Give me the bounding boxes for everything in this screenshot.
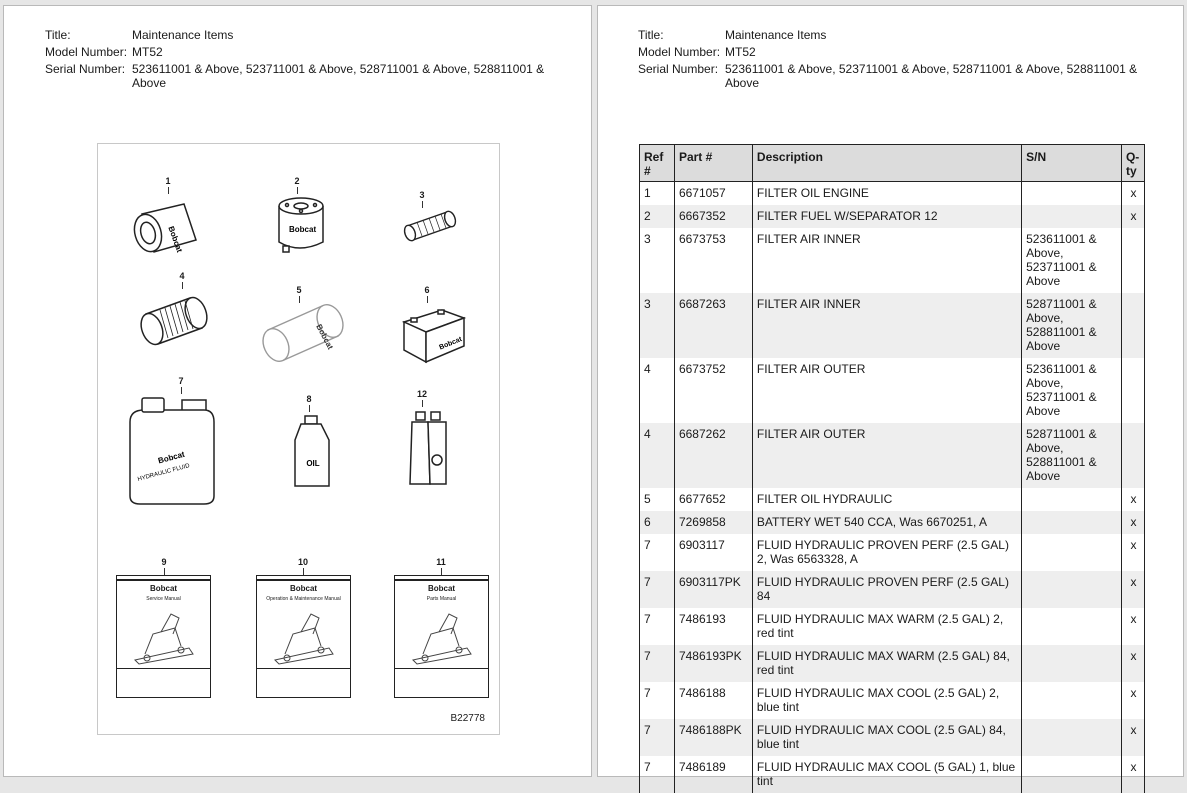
col-sn: S/N [1022, 145, 1122, 182]
air-filter-outer-icon [136, 292, 210, 350]
cell-part-number: 7486189 [674, 756, 752, 793]
title-label: Title: [638, 28, 725, 42]
cell-description: FLUID HYDRAULIC MAX WARM (2.5 GAL) 2, red tint [752, 608, 1021, 645]
cell-ref: 3 [640, 228, 675, 293]
air-filter-inner-icon [401, 204, 461, 244]
cell-description: FILTER OIL HYDRAULIC [752, 488, 1021, 511]
cell-qty: x [1121, 682, 1144, 719]
callout-3: 3 [412, 190, 432, 200]
oil-filter-icon [132, 196, 212, 258]
header-meta [638, 28, 1138, 93]
table-row [640, 488, 1145, 511]
cell-description: FLUID HYDRAULIC MAX COOL (2.5 GAL) 2, blue tint [752, 682, 1021, 719]
cell-part-number: 6667352 [674, 205, 752, 228]
callout-4: 4 [172, 271, 192, 281]
svg-text:Bobcat: Bobcat [289, 225, 316, 234]
cell-ref: 7 [640, 645, 675, 682]
table-row [640, 756, 1145, 793]
cell-sn [1022, 182, 1122, 206]
cell-qty: x [1121, 645, 1144, 682]
title-value: Maintenance Items [132, 28, 545, 42]
cell-qty: x [1121, 488, 1144, 511]
cell-ref: 2 [640, 205, 675, 228]
table-row [640, 205, 1145, 228]
table-row [640, 423, 1145, 488]
table-row [640, 534, 1145, 571]
parts-table-body [640, 182, 1145, 793]
callout-8: 8 [299, 394, 319, 404]
cell-description: FILTER AIR OUTER [752, 423, 1021, 488]
oil-bottles-icon [406, 410, 450, 488]
cell-sn [1022, 719, 1122, 756]
cell-part-number: 7486188 [674, 682, 752, 719]
cell-ref: 4 [640, 358, 675, 423]
table-row [640, 608, 1145, 645]
model-label: Model Number: [45, 45, 132, 59]
cell-sn [1022, 488, 1122, 511]
callout-6: 6 [417, 285, 437, 295]
callout-5: 5 [289, 285, 309, 295]
cell-part-number: 6903117PK [674, 571, 752, 608]
cell-qty: x [1121, 534, 1144, 571]
table-row [640, 358, 1145, 423]
cell-qty [1121, 358, 1144, 423]
cell-sn: 523611001 & Above, 523711001 & Above [1022, 228, 1122, 293]
cell-qty: x [1121, 205, 1144, 228]
cell-description: FLUID HYDRAULIC MAX WARM (2.5 GAL) 84, red tint [752, 645, 1021, 682]
cell-part-number: 6687263 [674, 293, 752, 358]
cell-description: FILTER FUEL W/SEPARATOR 12 [752, 205, 1021, 228]
cell-part-number: 6671057 [674, 182, 752, 206]
cell-ref: 7 [640, 608, 675, 645]
cell-ref: 7 [640, 571, 675, 608]
cell-ref: 5 [640, 488, 675, 511]
cell-part-number: 6687262 [674, 423, 752, 488]
service-manual-icon: Bobcat Service Manual [116, 575, 211, 698]
cell-sn [1022, 608, 1122, 645]
callout-12: 12 [412, 389, 432, 399]
parts-manual-icon: Bobcat Parts Manual [394, 575, 489, 698]
table-row [640, 293, 1145, 358]
callout-2: 2 [287, 176, 307, 186]
battery-icon [398, 304, 470, 368]
page-right [597, 5, 1184, 777]
callout-11: 11 [431, 557, 451, 567]
cell-sn [1022, 756, 1122, 793]
cell-description: FILTER AIR INNER [752, 228, 1021, 293]
cell-qty: x [1121, 608, 1144, 645]
cell-part-number: 7486188PK [674, 719, 752, 756]
fuel-filter-icon [273, 196, 329, 258]
svg-text:Bobcat: Bobcat [438, 336, 463, 352]
table-row [640, 511, 1145, 534]
cell-qty: x [1121, 511, 1144, 534]
cell-qty [1121, 423, 1144, 488]
hydraulic-filter-icon [260, 300, 346, 368]
cell-description: FLUID HYDRAULIC PROVEN PERF (2.5 GAL) 84 [752, 571, 1021, 608]
callout-7: 7 [171, 376, 191, 386]
parts-table [639, 144, 1145, 793]
serial-label: Serial Number: [45, 62, 132, 90]
cell-ref: 4 [640, 423, 675, 488]
cell-qty: x [1121, 756, 1144, 793]
cell-part-number: 7269858 [674, 511, 752, 534]
cell-sn [1022, 682, 1122, 719]
cell-sn [1022, 571, 1122, 608]
cell-ref: 3 [640, 293, 675, 358]
cell-sn [1022, 534, 1122, 571]
serial-label: Serial Number: [638, 62, 725, 90]
svg-text:Bobcat: Bobcat [166, 225, 184, 254]
col-qty: Q-ty [1121, 145, 1144, 182]
model-label: Model Number: [638, 45, 725, 59]
cell-sn: 528711001 & Above, 528811001 & Above [1022, 423, 1122, 488]
cell-part-number: 7486193PK [674, 645, 752, 682]
operation-maintenance-manual-icon: Bobcat Operation & Maintenance Manual [256, 575, 351, 698]
cell-ref: 7 [640, 756, 675, 793]
svg-text:Bobcat: Bobcat [157, 450, 186, 466]
table-row [640, 682, 1145, 719]
svg-text:HYDRAULIC FLUID: HYDRAULIC FLUID [137, 463, 191, 483]
cell-description: FILTER AIR OUTER [752, 358, 1021, 423]
cell-description: FILTER OIL ENGINE [752, 182, 1021, 206]
title-label: Title: [45, 28, 132, 42]
hydraulic-fluid-jug-icon [126, 396, 218, 508]
cell-qty: x [1121, 182, 1144, 206]
cell-sn [1022, 645, 1122, 682]
cell-part-number: 6673753 [674, 228, 752, 293]
cell-ref: 7 [640, 719, 675, 756]
serial-value: 523611001 & Above, 523711001 & Above, 528711001 & Above, 528811001 & Above [725, 62, 1138, 90]
table-row [640, 719, 1145, 756]
callout-9: 9 [154, 557, 174, 567]
col-ref: Ref # [640, 145, 675, 182]
svg-text:OIL: OIL [306, 459, 319, 468]
cell-ref: 7 [640, 682, 675, 719]
cell-sn: 528711001 & Above, 528811001 & Above [1022, 293, 1122, 358]
cell-description: BATTERY WET 540 CCA, Was 6670251, A [752, 511, 1021, 534]
cell-description: FLUID HYDRAULIC MAX COOL (2.5 GAL) 84, blue tint [752, 719, 1021, 756]
table-row [640, 645, 1145, 682]
cell-description: FILTER AIR INNER [752, 293, 1021, 358]
parts-illustration [97, 143, 500, 735]
serial-value: 523611001 & Above, 523711001 & Above, 528711001 & Above, 528811001 & Above [132, 62, 545, 90]
cell-part-number: 6677652 [674, 488, 752, 511]
figure-code: B22778 [451, 713, 485, 724]
cell-sn [1022, 511, 1122, 534]
col-description: Description [752, 145, 1021, 182]
model-value: MT52 [725, 45, 1138, 59]
header-meta [45, 28, 545, 93]
cell-qty: x [1121, 719, 1144, 756]
cell-part-number: 7486193 [674, 608, 752, 645]
cell-qty: x [1121, 571, 1144, 608]
cell-ref: 1 [640, 182, 675, 206]
model-value: MT52 [132, 45, 545, 59]
callout-1: 1 [158, 176, 178, 186]
cell-ref: 6 [640, 511, 675, 534]
cell-part-number: 6903117 [674, 534, 752, 571]
oil-bottle-icon [291, 414, 333, 492]
cell-ref: 7 [640, 534, 675, 571]
svg-text:Bobcat: Bobcat [314, 323, 335, 351]
cell-sn [1022, 205, 1122, 228]
table-row [640, 182, 1145, 206]
table-header-row [640, 145, 1145, 182]
page-left [3, 5, 592, 777]
col-part: Part # [674, 145, 752, 182]
cell-description: FLUID HYDRAULIC MAX COOL (5 GAL) 1, blue tint [752, 756, 1021, 793]
table-row [640, 571, 1145, 608]
cell-sn: 523611001 & Above, 523711001 & Above [1022, 358, 1122, 423]
cell-part-number: 6673752 [674, 358, 752, 423]
cell-qty [1121, 293, 1144, 358]
title-value: Maintenance Items [725, 28, 1138, 42]
callout-10: 10 [293, 557, 313, 567]
table-row [640, 228, 1145, 293]
cell-qty [1121, 228, 1144, 293]
cell-description: FLUID HYDRAULIC PROVEN PERF (2.5 GAL) 2, Was 6563328, A [752, 534, 1021, 571]
